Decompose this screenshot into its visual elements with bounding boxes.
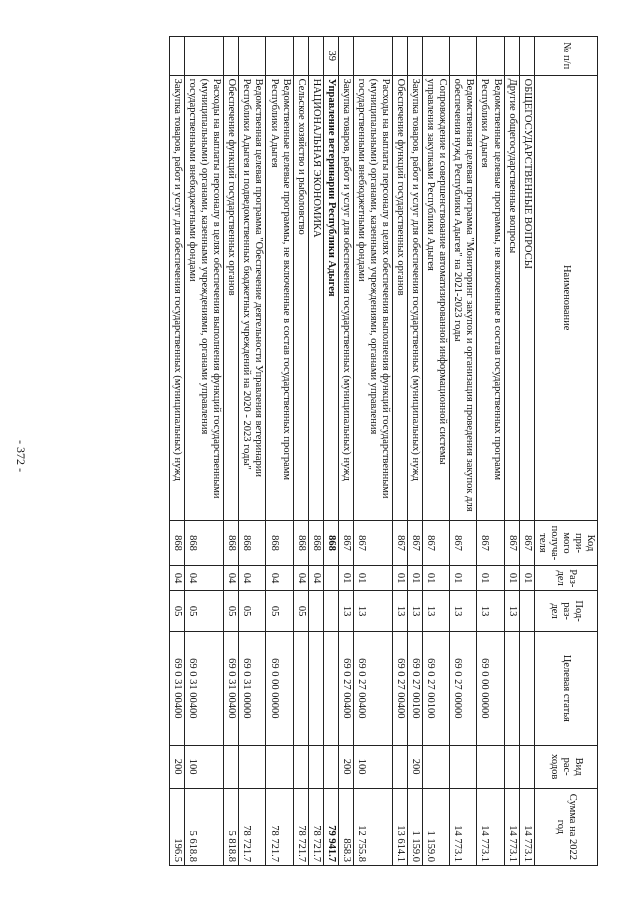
row-podrazdel: 13 xyxy=(353,591,392,632)
row-razdel: 01 xyxy=(353,566,392,591)
row-code: 867 xyxy=(423,520,450,565)
row-razdel: 01 xyxy=(393,566,408,591)
row-no xyxy=(408,37,423,76)
row-code: 868 xyxy=(308,520,323,565)
row-target: 69 0 27 00400 xyxy=(353,632,392,746)
rotated-table-container xyxy=(128,36,598,866)
row-no xyxy=(185,37,224,76)
table-row xyxy=(393,37,408,866)
row-vid xyxy=(266,745,293,788)
row-code: 868 xyxy=(170,520,185,565)
row-vid xyxy=(504,745,519,788)
row-razdel: 04 xyxy=(293,566,308,591)
row-code: 867 xyxy=(393,520,408,565)
row-podrazdel: 13 xyxy=(504,591,519,632)
row-vid: 100 xyxy=(353,745,392,788)
table-row xyxy=(353,37,392,866)
row-podrazdel: 13 xyxy=(408,591,423,632)
row-sum: 858.3 xyxy=(338,788,353,865)
row-vid xyxy=(308,745,323,788)
table-row xyxy=(423,37,450,866)
row-podrazdel: 13 xyxy=(338,591,353,632)
header-no: № п/п xyxy=(534,37,597,76)
row-target xyxy=(293,632,308,746)
row-code: 867 xyxy=(519,520,534,565)
row-razdel xyxy=(323,566,338,591)
row-target: 69 0 31 00400 xyxy=(224,632,239,746)
row-code: 867 xyxy=(477,520,504,565)
row-no xyxy=(239,37,266,76)
row-razdel: 04 xyxy=(266,566,293,591)
row-name: Закупка товаров, работ и услуг для обеспечения государственных (муниципальных) нужд xyxy=(408,75,423,520)
row-razdel: 01 xyxy=(504,566,519,591)
row-sum: 78 721.7 xyxy=(239,788,266,865)
row-target: 69 0 00 00000 xyxy=(266,632,293,746)
table-row xyxy=(293,37,308,866)
row-vid xyxy=(519,745,534,788)
header-podrazdel: Под- раз- дел xyxy=(534,591,597,632)
row-podrazdel: 13 xyxy=(450,591,477,632)
row-name: Другие общегосударственные вопросы xyxy=(504,75,519,520)
table-row xyxy=(308,37,323,866)
row-razdel: 04 xyxy=(170,566,185,591)
row-target xyxy=(323,632,338,746)
row-no xyxy=(266,37,293,76)
row-vid xyxy=(477,745,504,788)
row-razdel: 01 xyxy=(423,566,450,591)
row-code: 868 xyxy=(293,520,308,565)
row-sum: 79 941.7 xyxy=(323,788,338,865)
row-name: Ведомственная целевая программа "Обеспечение деятельности Управления ветеринарии Республики Адыгея и подведомственных бюджетных учреждений на 2020 - 2023 годы" xyxy=(239,75,266,520)
row-podrazdel: 05 xyxy=(266,591,293,632)
row-razdel: 01 xyxy=(477,566,504,591)
row-sum: 78 721.7 xyxy=(266,788,293,865)
table-row xyxy=(185,37,224,866)
row-target: 69 0 31 00000 xyxy=(239,632,266,746)
table-row xyxy=(477,37,504,866)
row-no xyxy=(450,37,477,76)
row-name: Сельское хозяйство и рыболовство xyxy=(293,75,308,520)
row-code: 868 xyxy=(323,520,338,565)
row-target xyxy=(519,632,534,746)
row-code: 868 xyxy=(266,520,293,565)
table-row xyxy=(338,37,353,866)
table-row xyxy=(323,37,338,866)
row-vid xyxy=(393,745,408,788)
row-code: 868 xyxy=(239,520,266,565)
row-sum: 14 773.1 xyxy=(519,788,534,865)
row-name: НАЦИОНАЛЬНАЯ ЭКОНОМИКА xyxy=(308,75,323,520)
row-target: 69 0 27 00100 xyxy=(423,632,450,746)
row-name: Управление ветеринарии Республики Адыгея xyxy=(323,75,338,520)
row-vid: 200 xyxy=(338,745,353,788)
row-code: 867 xyxy=(450,520,477,565)
row-sum: 5 618.8 xyxy=(185,788,224,865)
row-vid xyxy=(239,745,266,788)
row-vid: 200 xyxy=(408,745,423,788)
row-razdel: 04 xyxy=(308,566,323,591)
header-code: Код при- мого получа- теля xyxy=(534,520,597,565)
row-no xyxy=(477,37,504,76)
row-name: Расходы на выплаты персоналу в целях обеспечения выполнения функций государственными (муниципальными) органами, казенными учреждениями, органами управления государственными внебюджетными фондами xyxy=(353,75,392,520)
row-no xyxy=(353,37,392,76)
row-sum: 14 773.1 xyxy=(504,788,519,865)
row-no xyxy=(224,37,239,76)
row-target: 69 0 31 00400 xyxy=(170,632,185,746)
row-podrazdel xyxy=(519,591,534,632)
row-no xyxy=(423,37,450,76)
table-header-row xyxy=(534,37,597,866)
header-sum: Сумма на 2022 год xyxy=(534,788,597,865)
row-name: Обеспечение функций государственных органов xyxy=(224,75,239,520)
row-target: 69 0 27 00000 xyxy=(450,632,477,746)
row-name: Расходы на выплаты персоналу в целях обеспечения выполнения функций государственными (муниципальными) органами, казенными учреждениями, органами управления государственными внебюджетными фондами xyxy=(185,75,224,520)
row-target: 69 0 27 00400 xyxy=(393,632,408,746)
row-code: 868 xyxy=(224,520,239,565)
row-no xyxy=(519,37,534,76)
row-no xyxy=(308,37,323,76)
row-code: 867 xyxy=(504,520,519,565)
row-podrazdel: 13 xyxy=(393,591,408,632)
row-target: 69 0 27 00100 xyxy=(408,632,423,746)
row-vid xyxy=(450,745,477,788)
table-row xyxy=(408,37,423,866)
header-target: Целевая статья xyxy=(534,632,597,746)
row-code: 867 xyxy=(338,520,353,565)
row-razdel: 04 xyxy=(224,566,239,591)
row-target xyxy=(504,632,519,746)
table-row xyxy=(519,37,534,866)
row-name: ОБЩЕГОСУДАРСТВЕННЫЕ ВОПРОСЫ xyxy=(519,75,534,520)
row-podrazdel: 05 xyxy=(224,591,239,632)
row-podrazdel: 05 xyxy=(293,591,308,632)
row-target: 69 0 00 00000 xyxy=(477,632,504,746)
row-sum: 78 721.7 xyxy=(293,788,308,865)
row-podrazdel: 13 xyxy=(477,591,504,632)
header-name: Наименование xyxy=(534,75,597,520)
row-vid xyxy=(224,745,239,788)
budget-table xyxy=(169,36,598,866)
table-row xyxy=(504,37,519,866)
row-razdel: 01 xyxy=(519,566,534,591)
row-vid: 200 xyxy=(170,745,185,788)
row-name: Ведомственная целевая программа "Мониторинг закупок и организация проведения закупок для обеспечения нужд Республики Адыгея" на 2021-2023 годы xyxy=(450,75,477,520)
row-vid xyxy=(323,745,338,788)
row-target: 69 0 27 00400 xyxy=(338,632,353,746)
row-vid xyxy=(423,745,450,788)
row-vid: 100 xyxy=(185,745,224,788)
table-row xyxy=(450,37,477,866)
row-code: 868 xyxy=(185,520,224,565)
row-no xyxy=(170,37,185,76)
row-target: 69 0 31 00400 xyxy=(185,632,224,746)
page-number: - 372 - xyxy=(14,440,28,472)
row-name: Закупка товаров, работ и услуг для обеспечения государственных (муниципальных) нужд xyxy=(338,75,353,520)
row-podrazdel: 05 xyxy=(170,591,185,632)
header-razdel: Раз- дел xyxy=(534,566,597,591)
row-name: Ведомственные целевые программы, не включенные в состав государственных программ Республики Адыгея xyxy=(266,75,293,520)
row-razdel: 01 xyxy=(450,566,477,591)
row-sum: 14 773.1 xyxy=(450,788,477,865)
row-name: Закупка товаров, работ и услуг для обеспечения государственных (муниципальных) нужд xyxy=(170,75,185,520)
row-podrazdel xyxy=(323,591,338,632)
row-code: 867 xyxy=(353,520,392,565)
row-podrazdel xyxy=(308,591,323,632)
row-podrazdel: 05 xyxy=(185,591,224,632)
row-no xyxy=(393,37,408,76)
row-razdel: 01 xyxy=(338,566,353,591)
table-row xyxy=(224,37,239,866)
table-row xyxy=(170,37,185,866)
row-sum: 14 773.1 xyxy=(477,788,504,865)
row-razdel: 01 xyxy=(408,566,423,591)
row-no: 39 xyxy=(323,37,338,76)
row-sum: 1 159.0 xyxy=(423,788,450,865)
row-sum: 5 818.8 xyxy=(224,788,239,865)
row-razdel: 04 xyxy=(239,566,266,591)
row-no xyxy=(504,37,519,76)
row-no xyxy=(293,37,308,76)
row-sum: 78 721.7 xyxy=(308,788,323,865)
row-code: 867 xyxy=(408,520,423,565)
row-razdel: 04 xyxy=(185,566,224,591)
row-podrazdel: 05 xyxy=(239,591,266,632)
row-podrazdel: 13 xyxy=(423,591,450,632)
row-sum: 196.5 xyxy=(170,788,185,865)
row-sum: 13 614.1 xyxy=(393,788,408,865)
row-target xyxy=(308,632,323,746)
row-vid xyxy=(293,745,308,788)
row-name: Ведомственные целевые программы, не включенные в состав государственных программ Республики Адыгея xyxy=(477,75,504,520)
row-name: Сопровождение и совершенствование автоматизированной информационной системы управления закупками Республики Адыгея xyxy=(423,75,450,520)
row-sum: 1 159.0 xyxy=(408,788,423,865)
table-row xyxy=(266,37,293,866)
header-vid: Вид рас- ходов xyxy=(534,745,597,788)
row-sum: 12 755.8 xyxy=(353,788,392,865)
table-row xyxy=(239,37,266,866)
row-no xyxy=(338,37,353,76)
row-name: Обеспечение функций государственных органов xyxy=(393,75,408,520)
